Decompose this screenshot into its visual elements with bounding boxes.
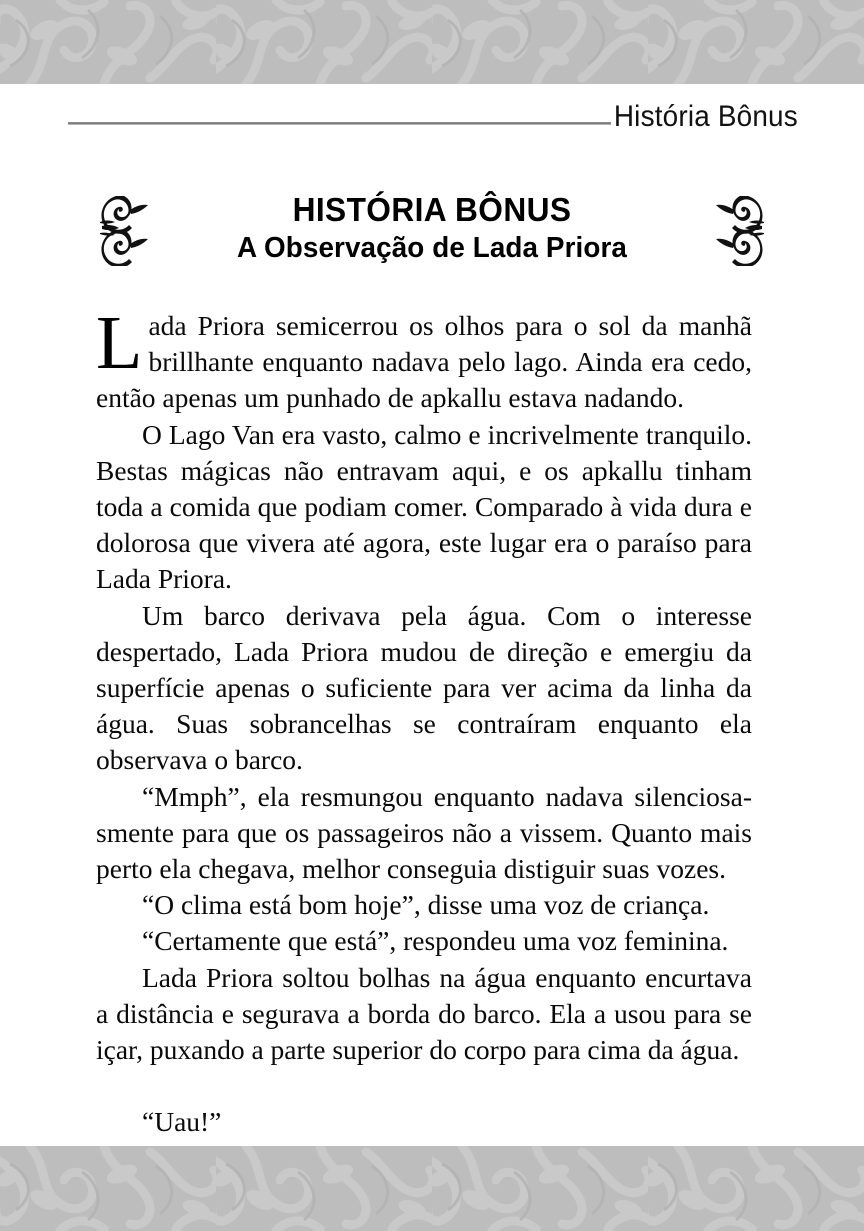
paragraph-3: Um barco derivava pela água. Com o interesse despertado, Lada Priora mudou de direção e emergiu da superfície apenas o suficiente para ver acima da linha da água. Suas sobrancelhas se contraíram enquanto ela observava o barco.	[96, 599, 752, 776]
damask-pattern-top	[0, 0, 864, 84]
bottom-ornamental-band	[0, 1146, 864, 1231]
title-text-group	[152, 192, 712, 266]
running-header-title: História Bônus	[613, 100, 798, 133]
paragraph-4: “Mmph”, ela resmungou enquanto nadava silenciosa-smente para que os passageiros não a vissem. Quanto mais perto ela chegava, melhor conseguia distiguir suas vozes.	[96, 780, 752, 885]
top-ornamental-band	[0, 0, 864, 84]
story-title-main: HISTÓRIA BÔNUS	[292, 191, 572, 229]
fleuron-ornament-right-icon	[712, 192, 770, 266]
story-title-subtitle: A Observação de Lada Priora	[237, 232, 627, 265]
paragraph-spacer	[96, 1068, 752, 1104]
running-header	[0, 100, 864, 144]
paragraph-1-text: ada Priora semicerrou os olhos para o sol da manhã brillhante enquanto nadava pelo lago. Ainda era cedo, então apenas um punhado de apkallu estava nadando.	[96, 310, 752, 414]
damask-pattern-bottom	[0, 1146, 864, 1231]
drop-cap-letter: L	[96, 301, 143, 385]
fleuron-ornament-left-icon	[94, 192, 152, 266]
story-body	[96, 301, 752, 1177]
paragraph-5: Lada Priora soltou bolhas na água enquanto encurtava a distância e segurava a borda do barco. Ela a usou para se içar, puxando a parte superior do corpo para cima da água.	[96, 961, 752, 1066]
dialogue-line-1: “O clima está bom hoje”, disse uma voz de criança.	[142, 889, 710, 921]
paragraph-2: O Lago Van era vasto, calmo e incrivelmente tranquilo. Bestas mágicas não entravam aqui, e os apkallu tinham toda a comida que podiam comer. Comparado à vida dura e dolorosa que vivera até agora, este lugar era o paraíso para Lada Priora.	[96, 418, 752, 595]
header-divider-rule	[68, 122, 611, 125]
story-title-block	[0, 192, 864, 266]
paragraph-1	[96, 301, 752, 417]
dialogue-line-2: “Certamente que está”, respondeu uma voz feminina.	[142, 925, 729, 957]
dialogue-line-3: “Uau!”	[142, 1106, 222, 1138]
